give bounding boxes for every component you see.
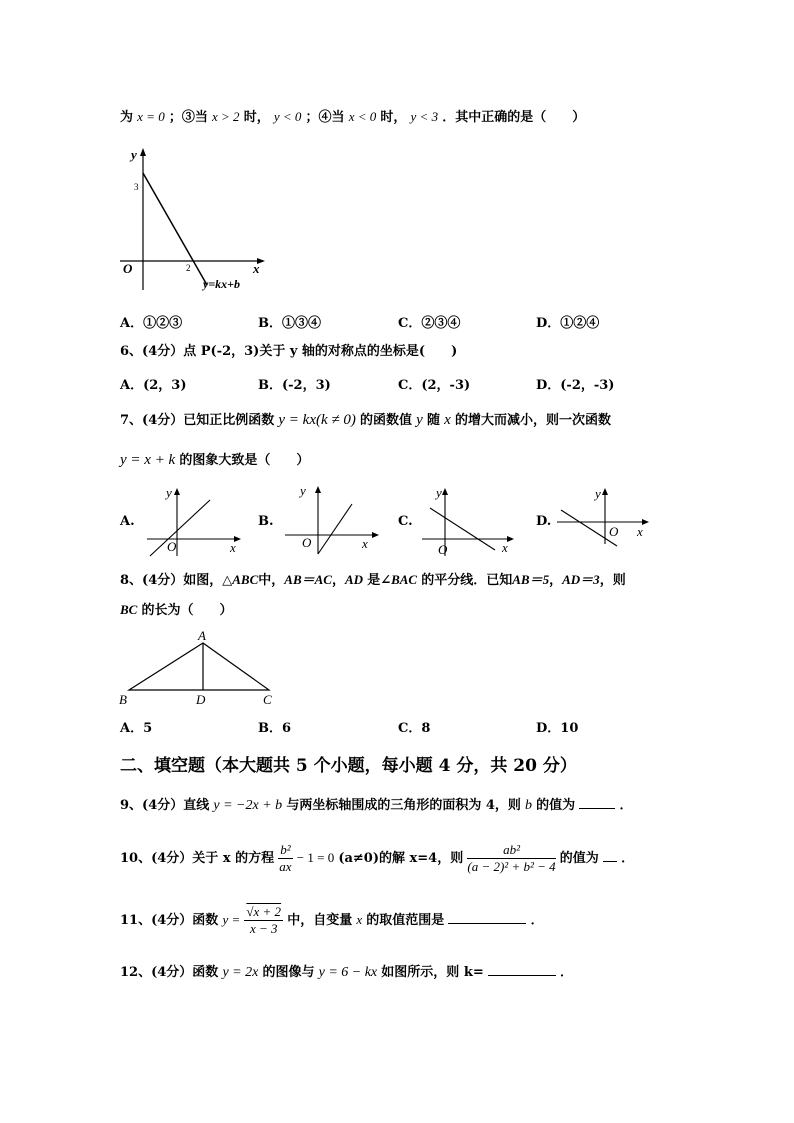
text: 是∠	[367, 573, 392, 588]
y-axis-label: y	[436, 485, 442, 500]
denominator: x − 3	[249, 921, 278, 936]
denominator: ax	[279, 859, 292, 874]
text: 中，自变量	[287, 913, 353, 928]
q8-triangle-figure	[115, 627, 280, 709]
q10-stem	[120, 838, 634, 879]
x-axis-label: x	[230, 540, 236, 555]
q5-option-d: D．①②④	[536, 316, 600, 331]
origin-label: O	[609, 524, 619, 539]
q5-graph	[115, 145, 275, 295]
q7-stem-line1	[120, 411, 611, 430]
math: y = −2x + b	[213, 798, 283, 813]
text: ，则	[599, 573, 626, 588]
math: x < 0	[348, 109, 377, 124]
origin-label: O	[302, 535, 312, 550]
y-axis-label: y	[131, 147, 137, 162]
q7-option-b-letter: B.	[258, 514, 274, 529]
math: y = 2x	[222, 965, 259, 980]
text: 与两坐标轴围成的三角形的面积为 4，则	[286, 798, 521, 813]
math: AB＝AC	[284, 572, 332, 587]
math: x = 0	[137, 109, 165, 124]
answer-blank[interactable]	[603, 848, 617, 862]
math: x	[356, 912, 363, 927]
text: 9、(4分）直线	[120, 798, 210, 813]
denominator: (a − 2)² + b² − 4	[467, 859, 556, 874]
math: AB＝5	[512, 572, 550, 587]
q7-option-d-graph	[555, 484, 655, 559]
text: 如图所示，则 k=	[381, 965, 484, 980]
q8-option-d: D．10	[536, 721, 579, 736]
text: 的长为（ ）	[141, 603, 233, 618]
numerator: ab²	[467, 842, 555, 859]
math: BC	[120, 602, 138, 617]
text: ．	[560, 965, 574, 980]
q8-option-b: B．6	[258, 721, 292, 736]
text: 中，	[258, 573, 285, 588]
q5-tail-line	[120, 108, 585, 127]
origin-label: O	[167, 539, 177, 554]
text: ．	[621, 851, 635, 866]
vertex-a-label: A	[198, 628, 206, 643]
q8-stem-line2	[120, 601, 233, 620]
text: 的取值范围是	[366, 913, 445, 928]
text: 的函数值	[360, 413, 413, 428]
q7-option-a-letter: A.	[120, 514, 135, 529]
math: b	[525, 798, 533, 813]
text: ；④当	[305, 110, 345, 125]
vertex-b-label: B	[119, 692, 127, 707]
text: (a≠0)的解 x=4，则	[338, 851, 464, 866]
text: 随	[426, 413, 440, 428]
math: − 1 = 0	[296, 850, 335, 865]
q6-stem: 6、(4分）点 P(-2，3)关于 y 轴的对称点的坐标是( )	[120, 344, 458, 359]
x-tick-label: 2	[186, 263, 191, 273]
text: 7、(4分）已知正比例函数	[120, 413, 275, 428]
q8-option-c: C．8	[398, 721, 431, 736]
q7-option-c-letter: C.	[398, 514, 413, 529]
text: 的图象大致是（ ）	[179, 453, 310, 468]
text: ．其中正确的是（ ）	[442, 110, 586, 125]
text: 的增大而减小，则一次函数	[454, 413, 611, 428]
q8-option-a: A．5	[120, 721, 153, 736]
numerator: b²	[280, 842, 291, 857]
text: ．	[619, 798, 633, 813]
text: ，	[549, 573, 563, 588]
q6-option-d: D．(-2，-3)	[536, 378, 615, 393]
answer-blank[interactable]	[448, 910, 526, 924]
math: AD	[344, 572, 364, 587]
q7-option-a-graph	[142, 484, 247, 559]
math: BAC	[391, 572, 418, 587]
origin-label: O	[438, 542, 448, 557]
q12-stem	[120, 962, 573, 982]
y-axis-label: y	[595, 486, 601, 501]
q6-option-a: A．(2，3)	[120, 378, 187, 393]
fraction	[467, 842, 555, 875]
math: y < 0	[273, 109, 302, 124]
math: y = 6 − kx	[318, 965, 378, 980]
origin-label: O	[123, 261, 133, 276]
math: y = kx(k ≠ 0)	[278, 412, 356, 428]
text: 时，	[380, 110, 407, 125]
answer-blank[interactable]	[579, 795, 615, 809]
math: y =	[222, 912, 241, 927]
q5-option-a: A．①②③	[120, 316, 183, 331]
text: 的平分线．已知	[421, 573, 513, 588]
q7-option-c-graph	[420, 484, 520, 559]
section-title-fill-in: 二、填空题（本大题共 5 个小题，每小题 4 分，共 20 分）	[120, 756, 577, 776]
line-label: y=kx+b	[203, 277, 241, 291]
q7-option-b-graph	[280, 482, 385, 557]
fraction	[244, 904, 283, 937]
x-axis-label: x	[362, 536, 368, 551]
q9-stem	[120, 795, 632, 815]
math: y < 3	[410, 109, 439, 124]
text: 12、(4分）函数	[120, 965, 219, 980]
q5-option-b: B．①③④	[258, 316, 321, 331]
text: 11、(4分）函数	[120, 913, 219, 928]
text: 10、(4分）关于 x 的方程	[120, 851, 275, 866]
y-axis-label: y	[300, 483, 306, 498]
fraction	[278, 842, 292, 875]
text: 8、(4分）如图，△	[120, 573, 233, 588]
text: ；③当	[168, 110, 208, 125]
x-axis-label: x	[253, 261, 260, 276]
vertex-c-label: C	[263, 692, 272, 707]
text: 的图像与	[262, 965, 315, 980]
math: x > 2	[212, 109, 240, 124]
q6-option-c: C．(2，-3)	[398, 378, 471, 393]
math: y	[416, 412, 423, 428]
q11-stem	[120, 900, 544, 941]
q8-stem-line1	[120, 571, 626, 590]
x-axis-label: x	[637, 524, 643, 539]
answer-blank[interactable]	[488, 962, 556, 976]
math: AD＝3	[562, 572, 600, 587]
point-d-label: D	[196, 692, 206, 707]
numerator: √x + 2	[246, 904, 282, 919]
q6-option-b: B．(-2，3)	[258, 378, 331, 393]
text: 的值为	[559, 851, 599, 866]
y-axis-label: y	[166, 485, 172, 500]
text: ，	[331, 573, 345, 588]
text: ．	[530, 913, 544, 928]
math: y = x + k	[120, 452, 176, 468]
q7-stem-line2	[120, 451, 309, 470]
math: x	[444, 412, 451, 428]
text: 时，	[243, 110, 270, 125]
text: 为	[120, 110, 134, 125]
q7-option-d-letter: D.	[536, 514, 552, 529]
text: 的值为	[536, 798, 576, 813]
x-axis-label: x	[502, 540, 508, 555]
q5-option-c: C．②③④	[398, 316, 461, 331]
y-tick-label: 3	[134, 182, 139, 192]
math: ABC	[232, 572, 259, 587]
